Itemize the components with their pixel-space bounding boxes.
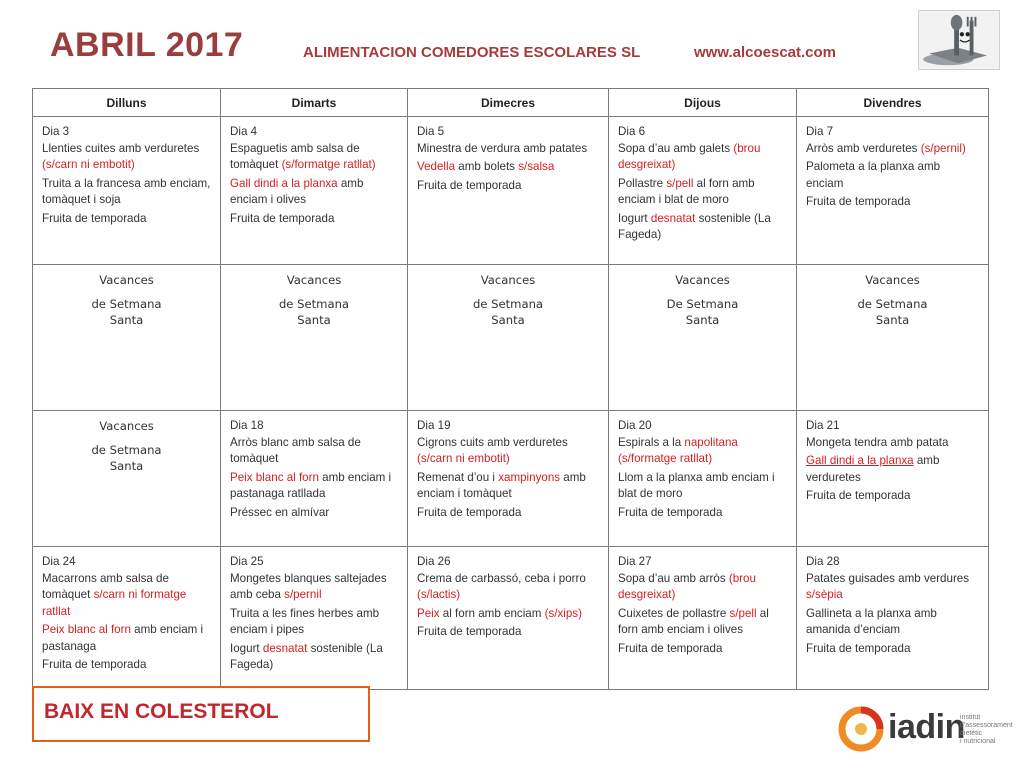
- dish-note-highlight: s/pernil: [284, 588, 322, 601]
- day-menu-cell: [408, 117, 609, 265]
- dish-text: Truita a les fines herbes amb enciam i pipes: [230, 606, 380, 636]
- dish-item: [42, 211, 211, 228]
- holiday-cell: [221, 265, 408, 411]
- day-number: Dia 3: [42, 125, 70, 138]
- day-number: Dia 24: [42, 555, 76, 568]
- menu-table: [32, 88, 989, 690]
- dish-text: Truita a la francesa amb enciam, tomàquet i soja: [42, 176, 211, 206]
- dish-text: amb enciam i pastanaga: [42, 623, 204, 653]
- dish-item: [417, 624, 599, 641]
- dish-item: [417, 470, 599, 503]
- dish-text: Fruita de temporada: [417, 505, 522, 519]
- dish-note-highlight: Vedella: [417, 160, 456, 173]
- day-number: Dia 5: [417, 125, 445, 138]
- weekday-header-row: [33, 89, 989, 117]
- dish-text: Fruita de temporada: [417, 625, 522, 638]
- dish-item: [417, 435, 599, 468]
- day-menu-cell: [797, 547, 989, 690]
- dish-text: Mongeta tendra amb patata: [806, 435, 949, 449]
- holiday-text: Vacances: [865, 273, 920, 287]
- dish-text: Fruita de temporada: [618, 505, 723, 519]
- dish-text: al forn amb enciam: [439, 606, 545, 620]
- iadin-swirl-icon: [838, 706, 884, 752]
- dish-text: Espirals a la: [618, 435, 685, 449]
- day-menu-cell: [408, 411, 609, 547]
- holiday-cell: [797, 265, 989, 411]
- dish-text: Palometa a la planxa amb enciam: [806, 160, 941, 190]
- dish-note-highlight: Peix: [417, 606, 440, 620]
- day-menu-cell: [33, 117, 221, 265]
- day-menu-cell: [33, 547, 221, 690]
- website-link[interactable]: www.alcoescat.com: [694, 44, 837, 61]
- day-number: Dia 4: [230, 125, 258, 138]
- dish-item: [417, 141, 599, 158]
- holiday-text: Santa: [109, 459, 144, 473]
- dish-item: [618, 641, 787, 658]
- dish-item: [618, 571, 787, 604]
- dish-item: [230, 606, 398, 639]
- dish-text: Fruita de temporada: [42, 658, 147, 671]
- dish-item: [618, 141, 787, 174]
- dish-text: amb enciam i olives: [230, 176, 364, 206]
- dish-text: Fruita de temporada: [42, 211, 147, 225]
- dish-note-highlight: Gall dindi a la planxa: [806, 454, 914, 467]
- dish-item: [230, 505, 398, 522]
- dish-item: [230, 571, 398, 604]
- day-number: Dia 27: [618, 555, 652, 568]
- dish-text: Sopa d’au amb galets: [618, 141, 734, 155]
- dish-item: [806, 194, 979, 211]
- week-row: [33, 117, 989, 265]
- dish-item: [618, 211, 787, 244]
- dish-note-highlight: (s/carn ni embotit): [42, 158, 135, 171]
- dish-text: al forn amb enciam i blat de moro: [618, 176, 755, 206]
- dish-note-highlight: desnatat: [262, 641, 308, 655]
- dish-text: Patates guisades amb verdures: [806, 571, 970, 585]
- low-cholesterol-badge: [32, 686, 370, 742]
- dish-note-highlight: s/pell: [729, 606, 757, 620]
- dish-item: [417, 606, 599, 623]
- dish-item: [618, 505, 787, 522]
- dish-text: Fruita de temporada: [417, 178, 522, 192]
- day-number: Dia 18: [230, 419, 264, 432]
- day-menu-cell: [221, 411, 408, 547]
- dish-text: Llenties cuites amb verduretes: [42, 141, 200, 155]
- day-menu-cell: [221, 547, 408, 690]
- day-menu-cell: [609, 411, 797, 547]
- holiday-text: de Setmana: [278, 296, 350, 311]
- dish-text: sostenible (La Fageda): [618, 211, 771, 241]
- dish-text: Fruita de temporada: [230, 211, 335, 225]
- dish-text: amb enciam i tomàquet: [417, 470, 586, 500]
- dish-text: al forn amb enciam i olives: [618, 606, 769, 636]
- dish-note-highlight: (brou desgreixat): [618, 141, 761, 171]
- dish-text: amb enciam i pastanaga ratllada: [230, 470, 392, 500]
- holiday-text: De Setmana: [666, 296, 739, 311]
- holiday-text: Vacances: [480, 273, 536, 287]
- dish-text: amb bolets: [455, 160, 519, 173]
- day-number: Dia 26: [417, 555, 451, 568]
- dish-text: Préssec en almívar: [230, 505, 330, 519]
- page-title: ABRIL 2017: [50, 26, 244, 64]
- dish-text: Sopa d’au amb arròs: [618, 571, 729, 585]
- dish-text: Iogurt: [230, 641, 263, 655]
- day-number: Dia 7: [806, 125, 834, 138]
- dish-text: Fruita de temporada: [806, 195, 911, 208]
- week-row: [33, 411, 989, 547]
- holiday-text: de Setmana: [91, 296, 162, 311]
- day-menu-cell: [408, 547, 609, 690]
- dish-item: [618, 606, 787, 639]
- dish-item: [806, 571, 979, 604]
- dish-text: sostenible (La Fageda): [230, 641, 383, 671]
- holiday-text: Vacances: [286, 273, 342, 287]
- dish-note-highlight: xampinyons: [498, 470, 561, 484]
- dish-text: Remenat d’ou i: [417, 470, 499, 484]
- dish-item: [806, 641, 979, 658]
- dish-text: amb verduretes: [806, 454, 940, 484]
- badge-label: BAIX EN COLESTEROL: [44, 700, 279, 723]
- dish-text: Iogurt: [618, 211, 651, 225]
- dish-item: [618, 176, 787, 209]
- dish-item: [806, 488, 979, 505]
- holiday-text: Santa: [297, 313, 331, 327]
- dish-item: [230, 141, 398, 174]
- dish-text: Mongetes blanques saltejades amb ceba: [230, 571, 387, 601]
- dish-text: Arròs blanc amb salsa de tomàquet: [230, 435, 361, 465]
- holiday-text: de Setmana: [472, 296, 544, 311]
- dish-text: Fruita de temporada: [618, 641, 723, 655]
- dish-item: [230, 641, 398, 674]
- weekday-header-dimarts: Dimarts: [221, 89, 408, 117]
- dish-item: [618, 470, 787, 503]
- dish-note-highlight: s/sèpia: [806, 588, 843, 601]
- dish-note-highlight: desnatat: [650, 211, 696, 225]
- holiday-cell: [33, 411, 221, 547]
- dish-text: Macarrons amb salsa de tomàquet: [42, 571, 169, 601]
- day-number: Dia 19: [417, 419, 451, 432]
- holiday-text: Vacances: [99, 273, 154, 287]
- day-number: Dia 25: [230, 555, 264, 568]
- weekday-header-divendres: Divendres: [797, 89, 989, 117]
- holiday-text: Vacances: [675, 273, 730, 287]
- dish-item: [42, 176, 211, 209]
- week-row: [33, 265, 989, 411]
- holiday-cell: [33, 265, 221, 411]
- dish-item: [806, 141, 979, 158]
- dish-item: [230, 211, 398, 228]
- dish-text: Espaguetis amb salsa de tomàquet: [230, 141, 360, 171]
- dish-item: [806, 453, 979, 486]
- dish-text: Cuixetes de pollastre: [618, 606, 730, 620]
- dish-text: Llom a la planxa amb enciam i blat de moro: [618, 470, 775, 500]
- dish-note-highlight: s/salsa: [518, 160, 555, 173]
- dish-item: [417, 505, 599, 522]
- holiday-text: Vacances: [99, 419, 154, 433]
- day-number: Dia 28: [806, 555, 840, 568]
- dish-text: Pollastre: [618, 176, 667, 190]
- holiday-text: de Setmana: [857, 296, 928, 311]
- iadin-wordmark: iadin: [888, 708, 965, 746]
- company-name: ALIMENTACION COMEDORES ESCOLARES SL: [303, 44, 641, 61]
- dish-text: Arròs amb verduretes: [806, 141, 921, 155]
- dish-text: Fruita de temporada: [806, 489, 911, 502]
- dish-note-highlight: (s/xips): [544, 606, 582, 620]
- dish-item: [42, 141, 211, 174]
- dish-item: [417, 178, 599, 195]
- dish-item: [42, 622, 211, 655]
- dish-note-highlight: napolitana (s/formatge ratllat): [618, 435, 738, 465]
- holiday-text: Santa: [685, 313, 720, 327]
- weekday-header-dilluns: Dilluns: [33, 89, 221, 117]
- day-menu-cell: [609, 547, 797, 690]
- holiday-text: Santa: [875, 313, 910, 327]
- dish-item: [230, 435, 398, 468]
- dish-text: Minestra de verdura amb patates: [417, 141, 588, 155]
- dish-item: [42, 657, 211, 674]
- dish-item: [230, 470, 398, 503]
- cutlery-mascot-icon: [918, 10, 1000, 70]
- dish-note-highlight: Peix blanc al forn: [42, 623, 131, 636]
- dish-item: [618, 435, 787, 468]
- holiday-cell: [408, 265, 609, 411]
- week-row: [33, 547, 989, 690]
- dish-item: [806, 435, 979, 452]
- weekday-header-dijous: Dijous: [609, 89, 797, 117]
- day-menu-cell: [797, 411, 989, 547]
- dish-note-highlight: (s/carn ni embotit): [417, 452, 510, 465]
- day-number: Dia 21: [806, 419, 840, 432]
- dish-text: Gallineta a la planxa amb amanida d’enciam: [806, 606, 937, 636]
- dish-note-highlight: (s/pernil): [920, 141, 966, 155]
- iadin-logo: [838, 706, 1018, 756]
- dish-note-highlight: s/pell: [666, 176, 694, 190]
- dish-note-highlight: Peix blanc al forn: [230, 470, 319, 484]
- day-number: Dia 6: [618, 125, 646, 138]
- holiday-text: Santa: [109, 313, 144, 327]
- dish-note-highlight: (brou desgreixat): [618, 571, 756, 601]
- dish-item: [806, 159, 979, 192]
- iadin-subtitle: institut d'assessorament dietètic i nutricional: [960, 714, 1013, 745]
- dish-item: [230, 176, 398, 209]
- dish-item: [42, 571, 211, 621]
- dish-item: [417, 571, 599, 604]
- dish-note-highlight: Gall dindi a la planxa: [230, 176, 338, 190]
- holiday-cell: [609, 265, 797, 411]
- holiday-text: de Setmana: [91, 442, 162, 457]
- day-menu-cell: [797, 117, 989, 265]
- day-number: Dia 20: [618, 419, 652, 432]
- day-menu-cell: [609, 117, 797, 265]
- day-menu-cell: [221, 117, 408, 265]
- dish-note-highlight: s/carn ni formatge ratllat: [42, 588, 187, 618]
- dish-note-highlight: (s/formatge ratllat): [281, 158, 376, 171]
- dish-text: Crema de carbassó, ceba i porro: [417, 571, 586, 585]
- dish-text: Fruita de temporada: [806, 641, 911, 655]
- dish-item: [806, 606, 979, 639]
- weekday-header-dimecres: Dimecres: [408, 89, 609, 117]
- holiday-text: Santa: [491, 313, 525, 327]
- dish-note-highlight: (s/lactis): [417, 588, 461, 601]
- dish-text: Cigrons cuits amb verduretes: [417, 435, 568, 449]
- dish-item: [417, 159, 599, 176]
